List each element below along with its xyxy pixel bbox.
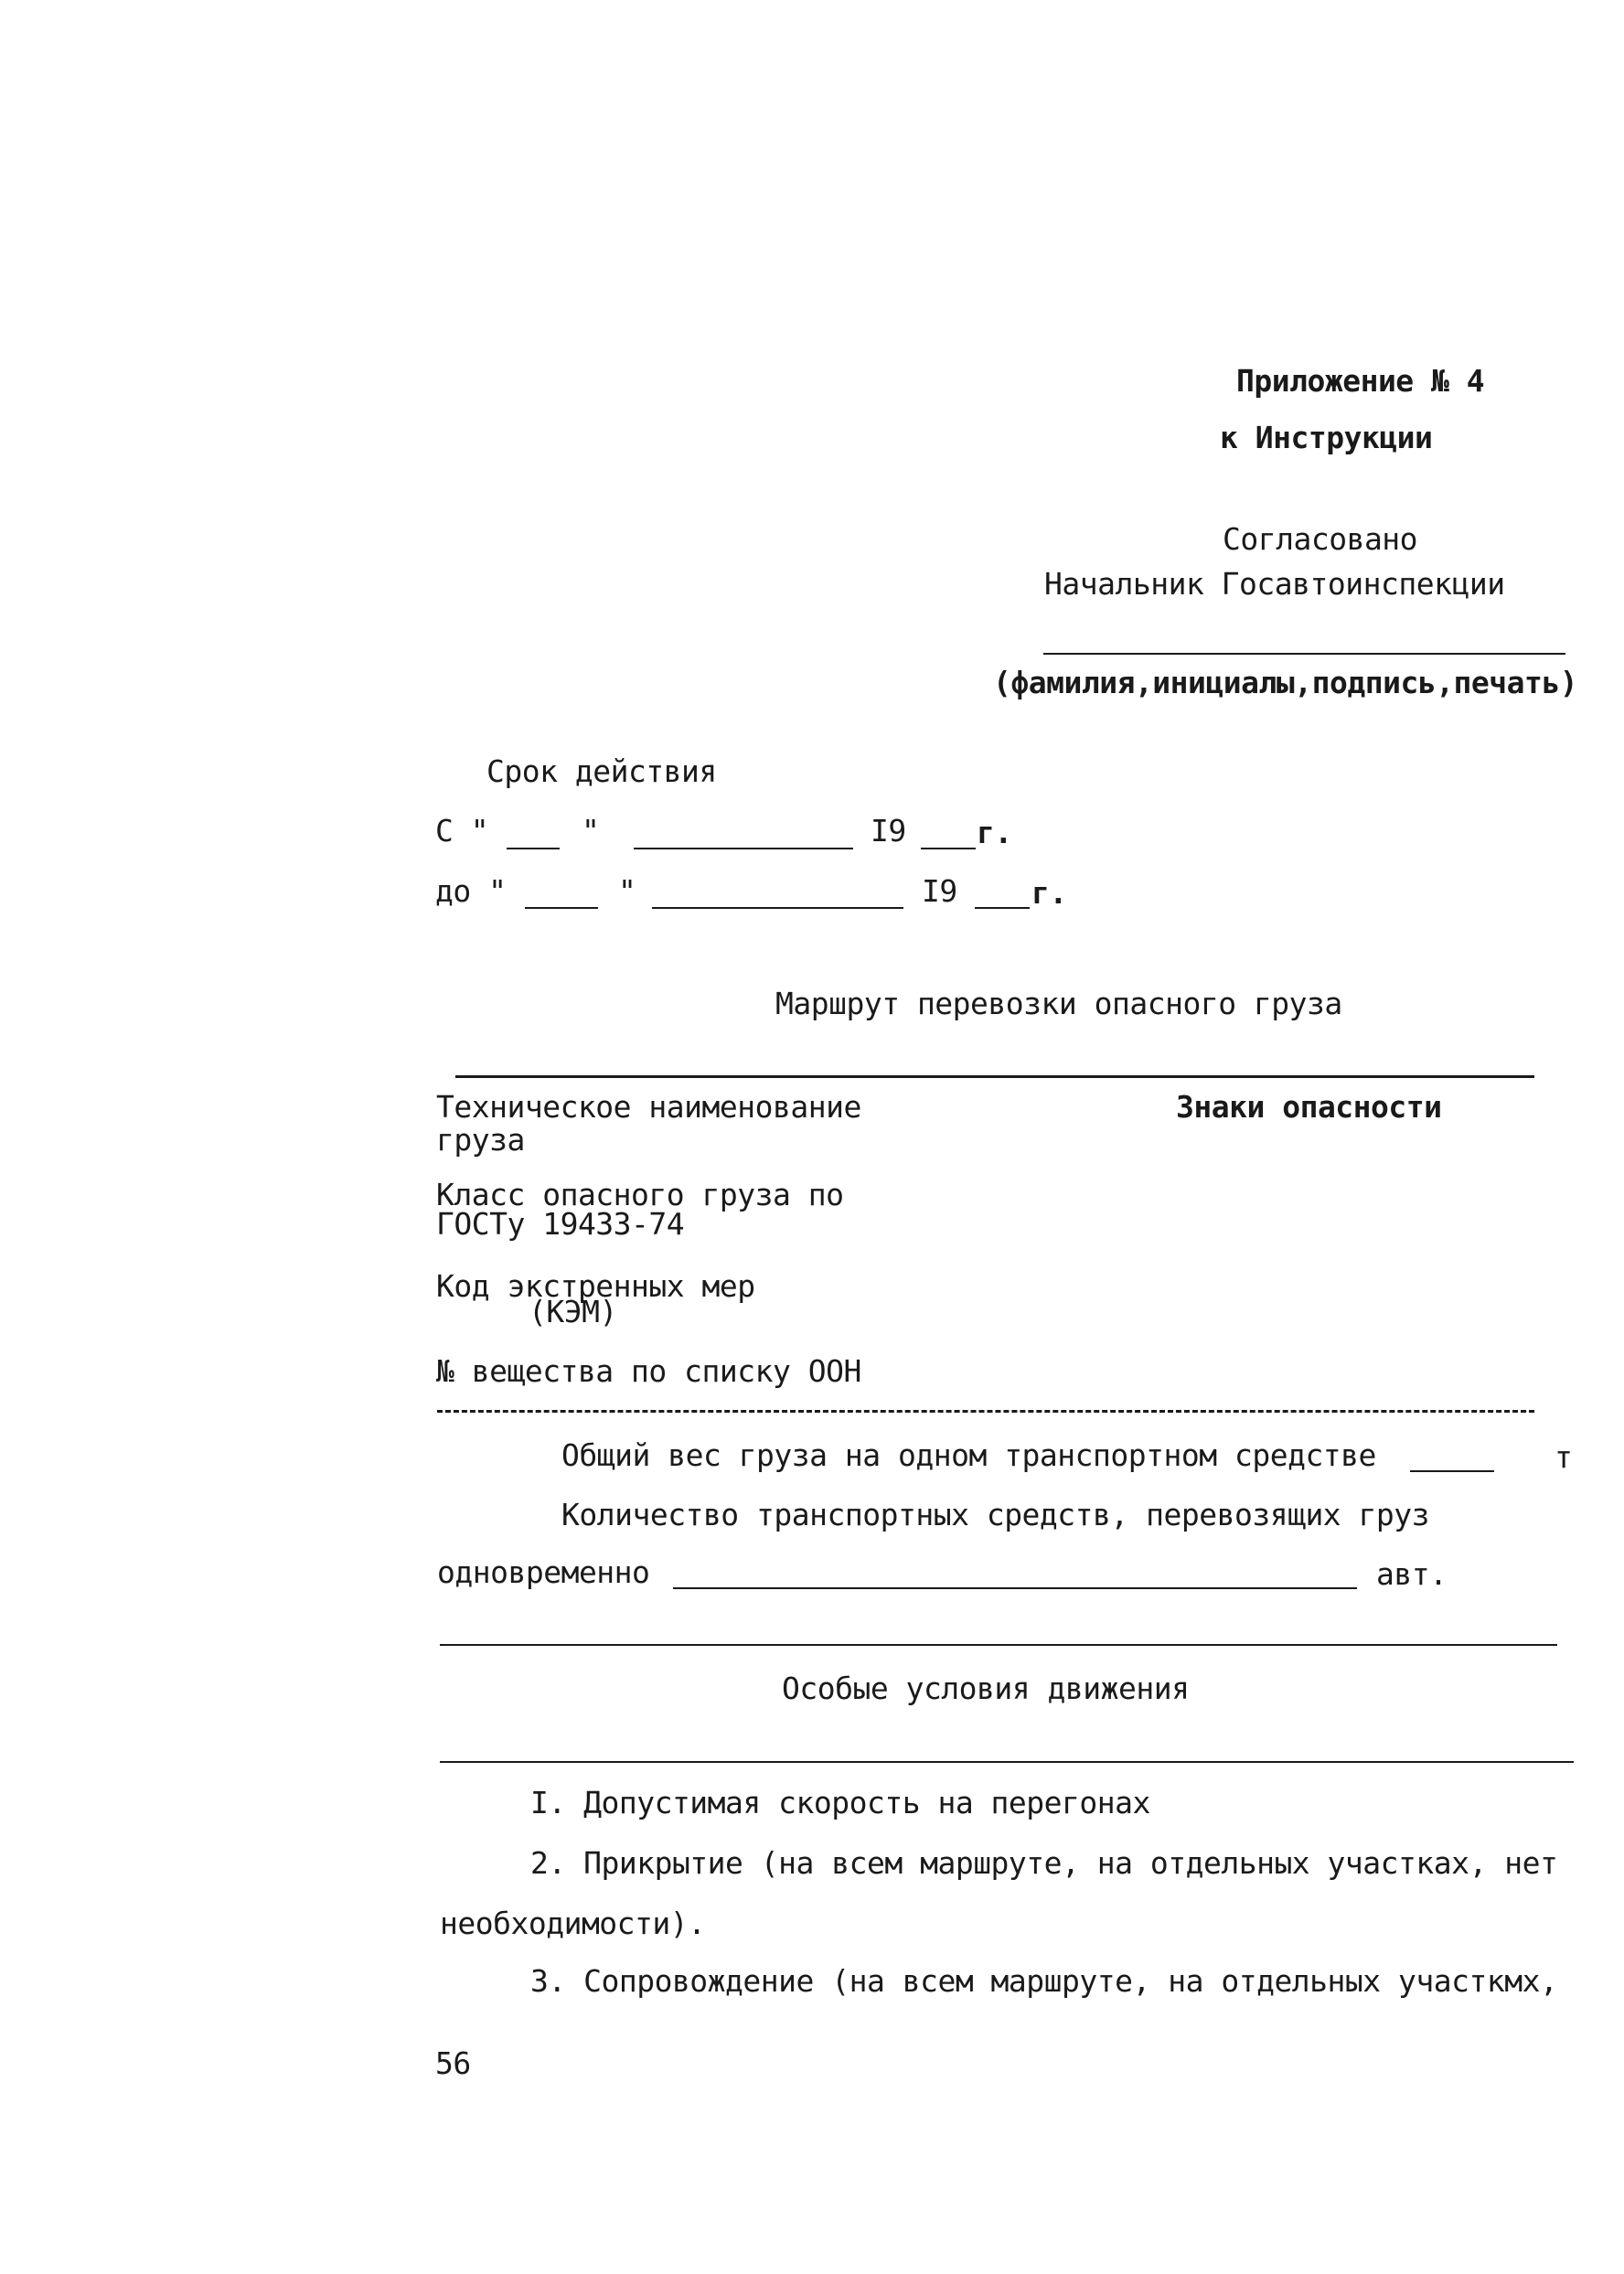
emergency-code-label: Код экстренных мер: [436, 1268, 755, 1304]
special-top-rule: [440, 1644, 1557, 1646]
fields-dashed-rule: [437, 1410, 1534, 1413]
validity-to-year: I9: [922, 873, 957, 909]
total-weight-label: Общий вес груза на одном транспортном средстве: [561, 1437, 1376, 1473]
appendix-number: Приложение № 4: [1236, 363, 1485, 399]
to-month-blank: [652, 907, 903, 909]
from-month-blank: [634, 848, 853, 849]
validity-label: Срок действия: [486, 753, 717, 789]
vehicle-count-label: Количество транспортных средств, перевозящих груз: [561, 1497, 1430, 1532]
to-day-blank: [525, 907, 598, 909]
special-bottom-rule: [440, 1761, 1574, 1763]
tech-name-label: Техническое наименование: [436, 1089, 861, 1125]
appendix-reference: к Инструкции: [1220, 420, 1433, 455]
weight-blank: [1410, 1470, 1494, 1472]
hazard-signs-label: Знаки опасности: [1176, 1089, 1442, 1125]
from-year-blank: [921, 848, 976, 849]
hazard-class-label: Класс опасного груза по: [436, 1177, 844, 1212]
validity-to-quote: ": [618, 873, 636, 909]
tech-name-label-2: груза: [436, 1122, 525, 1158]
un-number-label: № вещества по списку ООН: [436, 1353, 861, 1389]
item-cover-continued: необходимости).: [440, 1906, 706, 1941]
simultaneous-label: одновременно: [437, 1554, 650, 1590]
item-cover: 2. Прикрытие (на всем маршруте, на отдельных участках, нет: [530, 1845, 1558, 1881]
validity-to-suffix: г.: [1031, 875, 1067, 911]
route-title: Маршрут перевозки опасного груза: [775, 986, 1342, 1021]
validity-from-year: I9: [871, 813, 906, 849]
approval-label: Согласовано: [1223, 521, 1418, 557]
item-speed: I. Допустимая скорость на перегонах: [530, 1785, 1150, 1820]
validity-from-suffix: г.: [977, 815, 1012, 850]
vehicle-unit: авт.: [1376, 1556, 1448, 1592]
signature-line: [1043, 653, 1565, 655]
special-conditions-title: Особые условия движения: [782, 1671, 1190, 1706]
route-top-rule: [455, 1075, 1534, 1078]
hazard-class-standard: ГОСТу 19433-74: [436, 1206, 685, 1242]
to-year-blank: [975, 907, 1030, 909]
from-day-blank: [507, 848, 560, 849]
chief-title: Начальник Госавтоинспекции: [1044, 566, 1505, 602]
validity-from-quote: ": [582, 813, 600, 849]
validity-from-prefix: С ": [435, 813, 489, 849]
emergency-code-abbr: (КЭМ): [529, 1294, 617, 1329]
validity-to-prefix: до ": [435, 873, 507, 909]
item-escort: 3. Сопровождение (на всем маршруте, на отдельных участкмх,: [530, 1963, 1558, 1999]
page-number: 56: [435, 2045, 471, 2081]
signature-hint: (фамилия,инициалы,подпись,печать): [993, 665, 1578, 700]
weight-unit: т: [1555, 1439, 1573, 1475]
vehicle-count-blank: [673, 1587, 1357, 1589]
